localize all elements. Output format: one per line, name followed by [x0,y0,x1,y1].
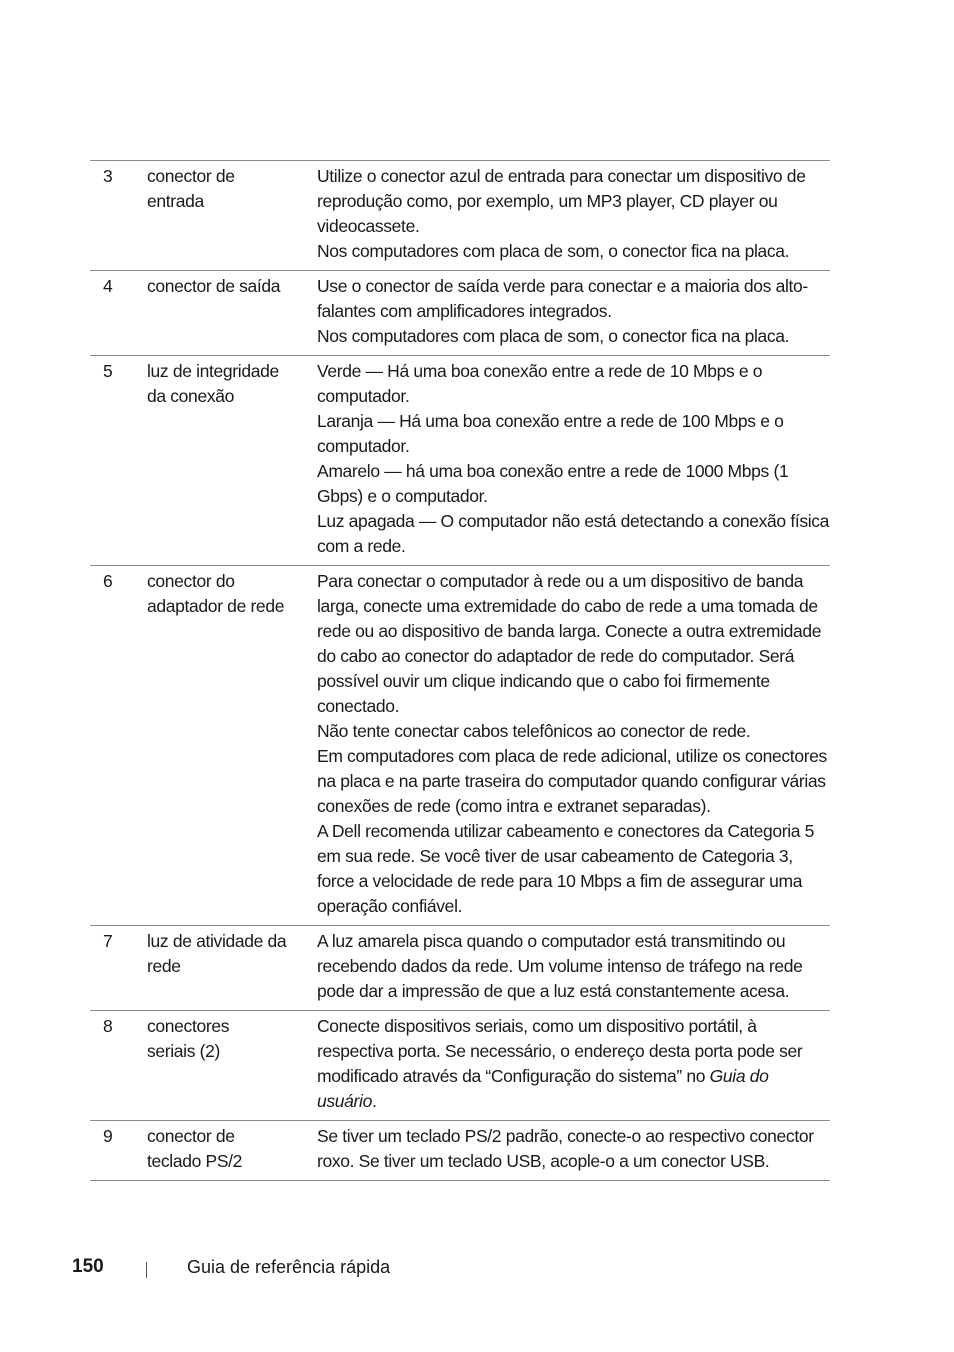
description-text: Verde — Há uma boa conexão entre a rede de 10 Mbps e o computador. [317,361,763,406]
description-paragraph [317,324,830,349]
description-paragraph [317,1014,830,1114]
punctuation: . [371,1091,377,1111]
description-paragraph [317,819,830,919]
table-row [90,1121,830,1181]
connector-name [147,271,317,356]
connector-name [147,926,317,1011]
description-text: Amarelo — há uma boa conexão entre a rede de 1000 Mbps (1 Gbps) e o computador. [317,461,789,506]
description-text: A luz amarela pisca quando o computador está transmitindo ou recebendo dados da rede. Um volume intenso de tráfego na rede pode dar a impressão de que a luz está constantemente acesa. [317,931,803,1001]
description-paragraph [317,1124,830,1174]
description-paragraph [317,719,830,744]
description-paragraph [317,569,830,719]
description-text: Nos computadores com placa de som, o conector fica na placa. [317,241,790,261]
connector-description [317,1011,830,1121]
table-row [90,1011,830,1121]
description-text: A Dell recomenda utilizar cabeamento e conectores da Categoria 5 em sua rede. Se você tiver de usar cabeamento de Categoria 3, force a velocidade de rede para 10 Mbps a fim de assegurar uma operação confiável. [317,821,815,916]
item-number: 9 [103,1126,113,1146]
item-number: 8 [103,1016,113,1036]
table-row [90,271,830,356]
guide-reference: Guia do usuário [317,1066,769,1111]
connector-name [147,566,317,926]
connector-name [147,161,317,271]
description-text: Para conectar o computador à rede ou a um dispositivo de banda larga, conecte uma extremidade do cabo de rede a uma tomada de rede ou ao dispositivo de banda larga. Conecte a outra extremidade do cabo ao conector do adaptador de rede do computador. Será possível ouvir um clique indicando que o cabo foi firmemente conectado. [317,571,822,716]
connector-description [317,271,830,356]
description-paragraph [317,274,830,324]
table-row [90,926,830,1011]
footer-title: Guia de referência rápida [187,1257,391,1277]
connector-name-text: conector de entrada [147,166,235,211]
connector-description [317,356,830,566]
description-paragraph [317,164,830,239]
item-number: 7 [103,931,113,951]
description-text: Em computadores com placa de rede adicional, utilize os conectores na placa e na parte traseira do computador quando configurar várias conexões de rede (como intra e extranet separadas). [317,746,827,816]
table-row [90,566,830,926]
item-number: 6 [103,571,113,591]
connector-name [147,1011,317,1121]
connector-description [317,161,830,271]
description-paragraph [317,509,830,559]
connector-name-text: conector do adaptador de rede [147,571,285,616]
page-number: 150 [72,1256,104,1277]
description-text: Utilize o conector azul de entrada para conectar um dispositivo de reprodução como, por exemplo, um MP3 player, CD player ou videocassete. [317,166,806,236]
table-row [90,161,830,271]
connector-name-text: luz de integridade da conexão [147,361,279,406]
description-text: Nos computadores com placa de som, o conector fica na placa. [317,326,790,346]
connector-name-text: conector de teclado PS/2 [147,1126,243,1171]
connector-name [147,1121,317,1181]
item-number: 5 [103,361,113,381]
connector-name-text: luz de atividade da rede [147,931,287,976]
footer-separator [146,1262,147,1278]
item-number: 3 [103,166,113,186]
connector-name [147,356,317,566]
description-text: Laranja — Há uma boa conexão entre a rede de 100 Mbps e o computador. [317,411,784,456]
description-text: Não tente conectar cabos telefônicos ao conector de rede. [317,721,751,741]
description-paragraph [317,459,830,509]
connector-name-text: conector de saída [147,276,281,296]
connector-description [317,1121,830,1181]
description-paragraph [317,239,830,264]
description-paragraph [317,409,830,459]
table-row [90,356,830,566]
description-paragraph [317,359,830,409]
description-text: Conecte dispositivos seriais, como um dispositivo portátil, à respectiva porta. Se necessário, o endereço desta porta pode ser modificado através da “Configuração do sistema” no [317,1016,803,1086]
description-paragraph [317,744,830,819]
item-number: 4 [103,276,113,296]
connector-description [317,566,830,926]
connector-table [90,160,830,1181]
description-text: Se tiver um teclado PS/2 padrão, conecte-o ao respectivo conector roxo. Se tiver um teclado USB, acople-o a um conector USB. [317,1126,814,1171]
description-text: Luz apagada — O computador não está detectando a conexão física com a rede. [317,511,830,556]
connector-description [317,926,830,1011]
description-paragraph [317,929,830,1004]
connector-name-text: conectores seriais (2) [147,1016,230,1061]
description-text: Use o conector de saída verde para conectar e a maioria dos alto-falantes com amplificadores integrados. [317,276,808,321]
